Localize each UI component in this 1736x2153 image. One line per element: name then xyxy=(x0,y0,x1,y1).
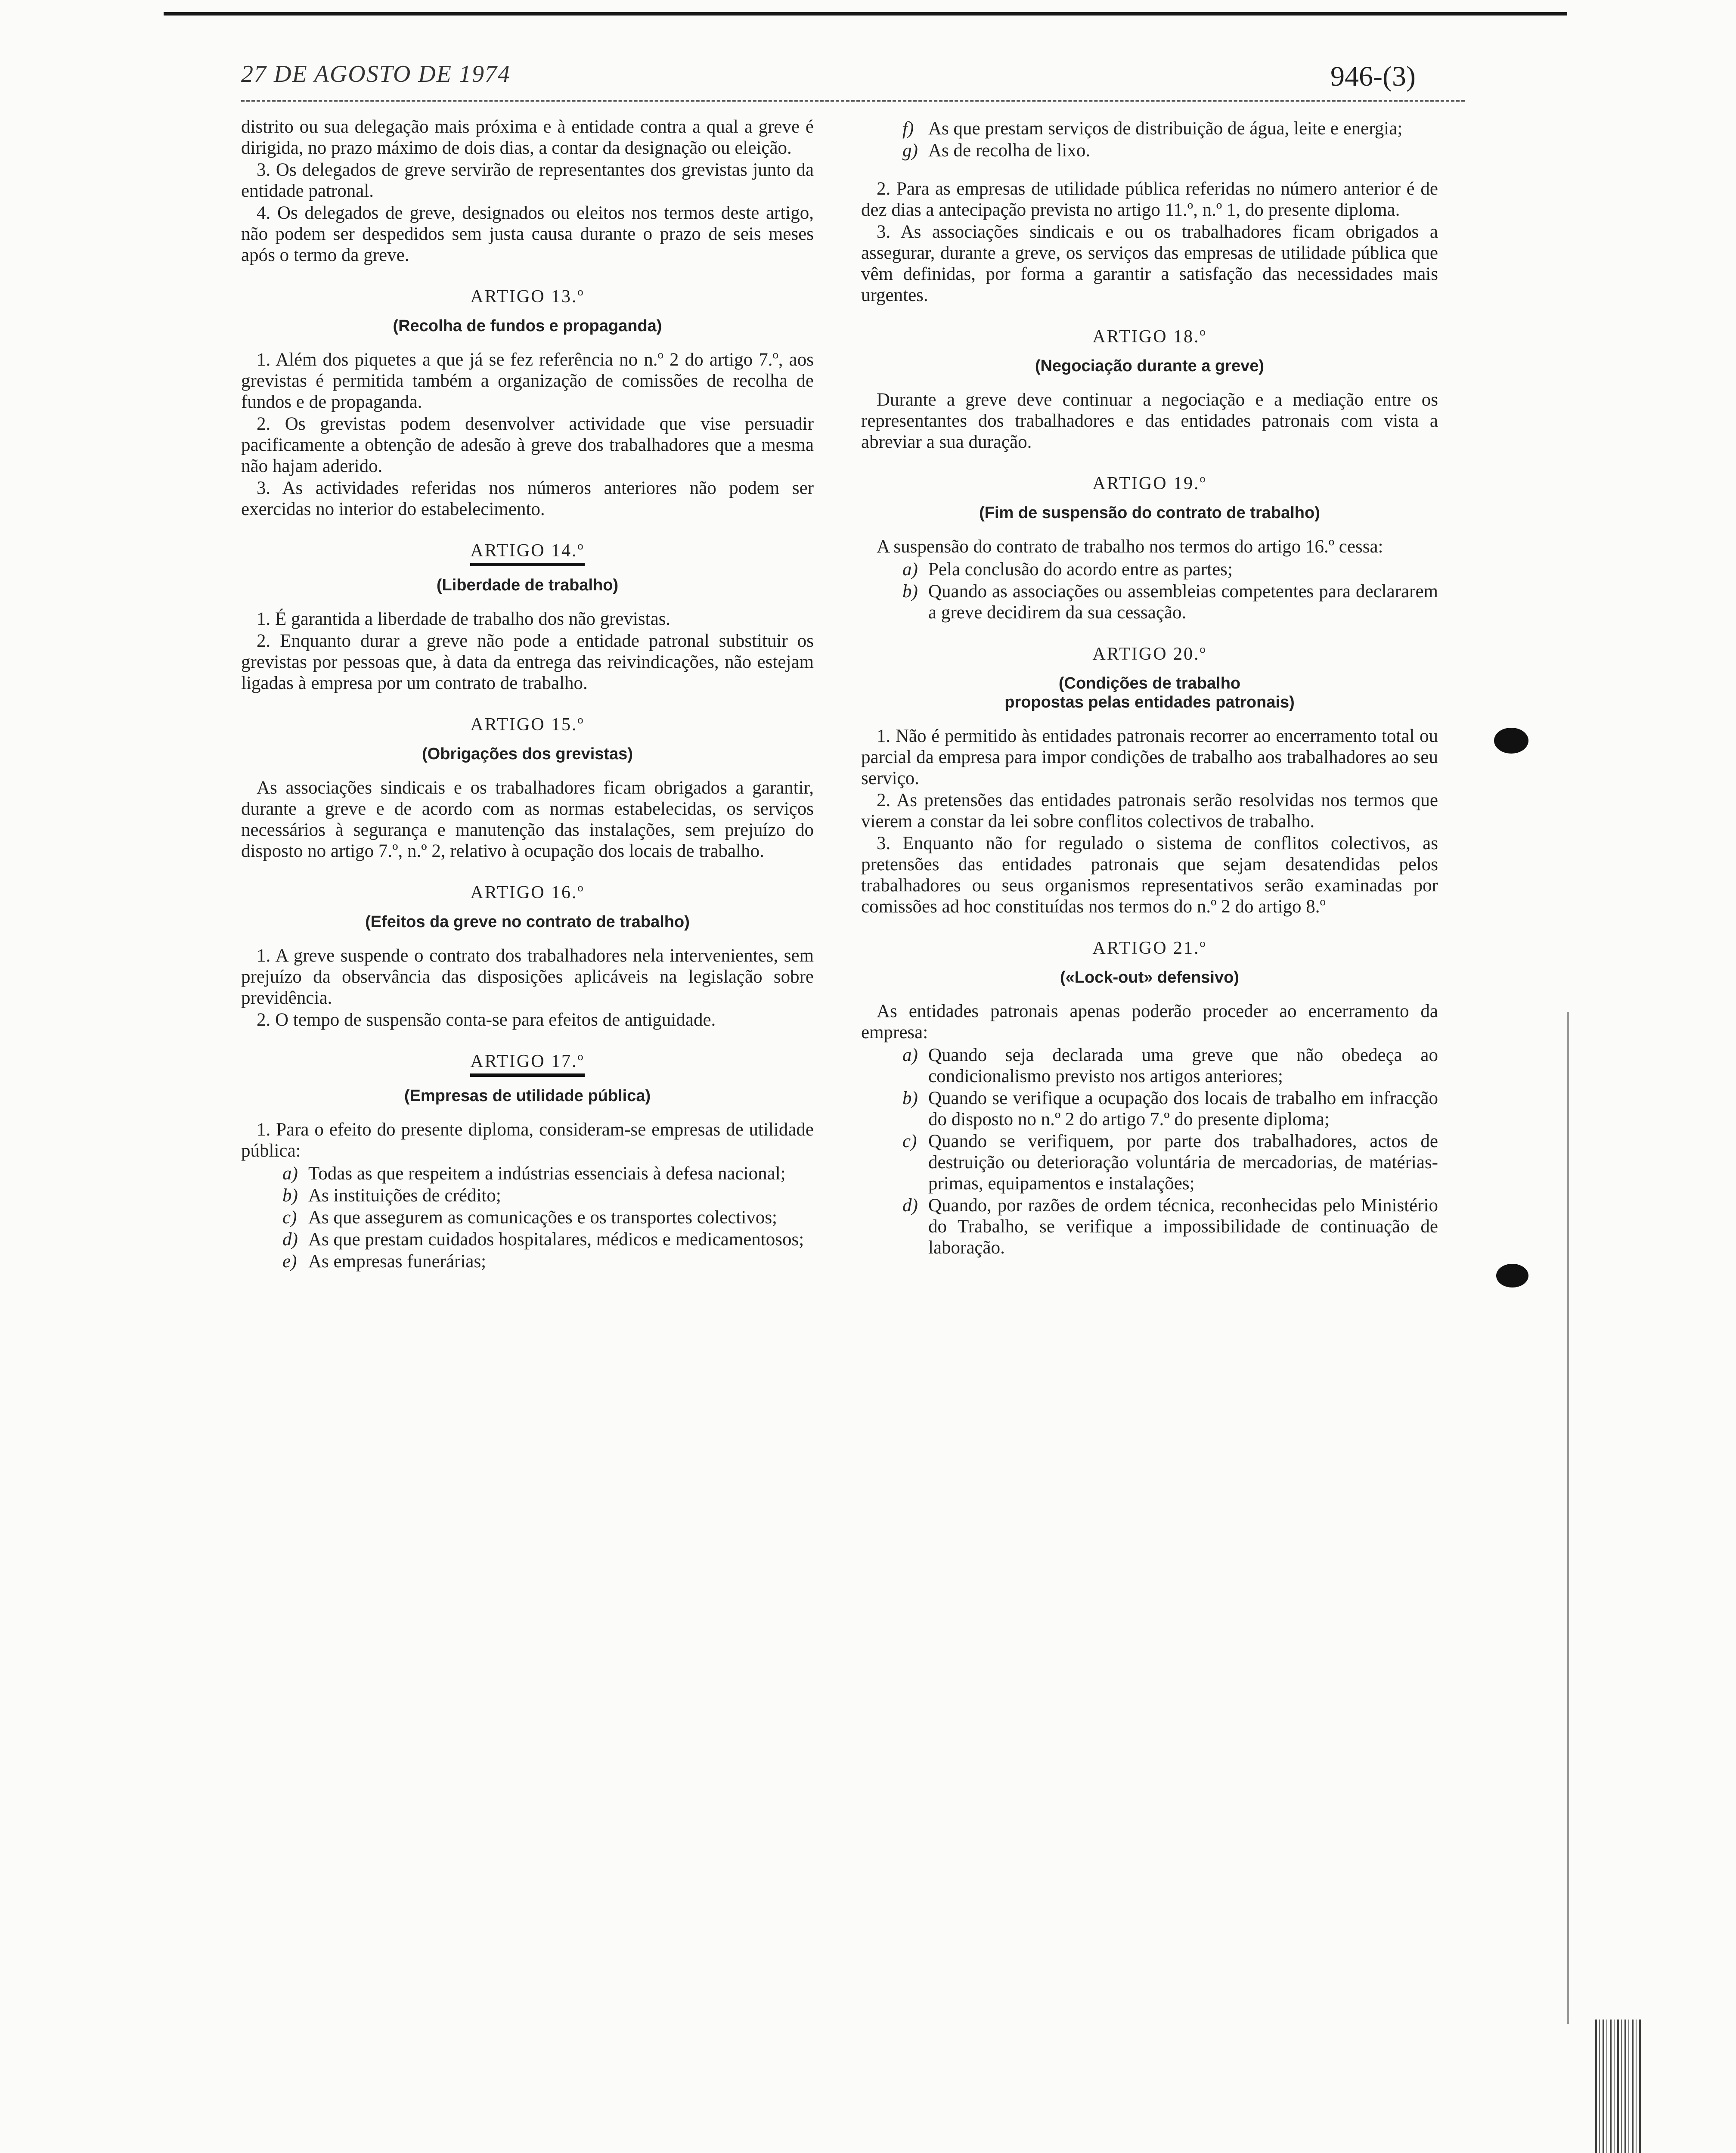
list-item xyxy=(902,1131,1438,1194)
article-number: ARTIGO 13.º xyxy=(470,287,585,307)
article-number: ARTIGO 18.º xyxy=(1092,327,1207,347)
paragraph: 2. O tempo de suspensão conta-se para efeitos de antiguidade. xyxy=(257,1010,716,1030)
item-label: a) xyxy=(902,559,918,580)
article-21 xyxy=(861,938,1438,1258)
list-item xyxy=(902,581,1438,623)
paragraph: 2. Os grevistas podem desenvolver actividade que vise persuadir pacificamente a obtenção de adesão à greve dos trabalhadores que a mesma não hajam aderido. xyxy=(241,414,814,476)
article-16 xyxy=(241,882,814,1030)
article-title xyxy=(861,473,1438,494)
item-list xyxy=(282,1163,814,1272)
article-title xyxy=(241,286,814,307)
left-column xyxy=(241,116,814,1272)
item-label: d) xyxy=(282,1229,298,1250)
page-number: 946-(3) xyxy=(1330,61,1416,92)
article-number: ARTIGO 14.º xyxy=(470,540,584,566)
article-subtitle: (Empresas de utilidade pública) xyxy=(404,1087,651,1105)
article-title xyxy=(861,644,1438,664)
list-item xyxy=(902,118,1438,139)
binder-hole-mark xyxy=(1494,728,1528,754)
item-label: e) xyxy=(282,1251,297,1272)
article-17 xyxy=(241,1051,814,1272)
paragraph: 1. Além dos piquetes a que já se fez referência no n.º 2 do artigo 7.º, aos grevistas é permitida também a organização de comissões de recolha de fundos e de propaganda. xyxy=(241,350,814,412)
article-19 xyxy=(861,473,1438,623)
paragraph: 1. A greve suspende o contrato dos trabalhadores nela intervenientes, sem prejuízo da observância das disposições aplicáveis na legislação sobre previdência. xyxy=(241,946,814,1008)
article-subtitle: (Fim de suspensão do contrato de trabalho) xyxy=(979,504,1320,522)
paragraph: distrito ou sua delegação mais próxima e à entidade contra a qual a greve é dirigida, no prazo máximo de dois dias, a contar da designação ou eleição. xyxy=(241,117,814,158)
item-text: Quando se verifique a ocupação dos locais de trabalho em infracção do disposto no n.º 2 do artigo 7.º do presente diploma; xyxy=(928,1088,1438,1129)
item-text: Todas as que respeitem a indústrias essenciais à defesa nacional; xyxy=(308,1163,786,1184)
article-17-continued xyxy=(861,118,1438,306)
article-number: ARTIGO 20.º xyxy=(1092,644,1207,664)
item-list xyxy=(902,559,1438,623)
item-text: Pela conclusão do acordo entre as partes; xyxy=(928,559,1233,580)
item-label: c) xyxy=(282,1207,297,1228)
article-18 xyxy=(861,326,1438,453)
item-label: c) xyxy=(902,1131,917,1151)
page-date: 27 DE AGOSTO DE 1974 xyxy=(241,61,511,87)
paragraph: 1. É garantida a liberdade de trabalho dos não grevistas. xyxy=(257,609,671,629)
list-item xyxy=(282,1163,814,1184)
paragraph: 2. As pretensões das entidades patronais serão resolvidas nos termos que vierem a constar da lei sobre conflitos colectivos de trabalho. xyxy=(861,790,1438,831)
paragraph: 4. Os delegados de greve, designados ou eleitos nos termos deste artigo, não podem ser despedidos sem justa causa durante o prazo de seis meses após o termo da greve. xyxy=(241,203,814,265)
item-text: As empresas funerárias; xyxy=(308,1251,487,1272)
article-subtitle: («Lock-out» defensivo) xyxy=(1060,968,1239,987)
item-label: a) xyxy=(902,1045,918,1065)
paragraph: A suspensão do contrato de trabalho nos termos do artigo 16.º cessa: xyxy=(877,537,1383,557)
item-list xyxy=(902,1045,1438,1258)
paragraph: 3. As actividades referidas nos números anteriores não podem ser exercidas no interior do estabelecimento. xyxy=(241,478,814,519)
item-label: b) xyxy=(282,1185,298,1206)
article-title xyxy=(241,540,814,566)
article-subtitle: (Negociação durante a greve) xyxy=(1035,357,1265,375)
list-item xyxy=(902,140,1438,161)
list-item xyxy=(902,1088,1438,1130)
item-label: b) xyxy=(902,1088,918,1108)
paragraph: 1. Para o efeito do presente diploma, consideram-se empresas de utilidade pública: xyxy=(241,1120,814,1161)
article-title xyxy=(241,882,814,903)
list-item xyxy=(902,1045,1438,1087)
item-label: g) xyxy=(902,140,918,161)
right-column xyxy=(861,116,1438,1258)
paragraph: Durante a greve deve continuar a negociação e a mediação entre os representantes dos trabalhadores e das entidades patronais com vista a abreviar a sua duração. xyxy=(861,390,1438,452)
item-label: f) xyxy=(902,118,914,139)
scan-edge-line xyxy=(1567,1012,1569,2024)
paragraph: 3. Os delegados de greve servirão de representantes dos grevistas junto da entidade patronal. xyxy=(241,160,814,201)
article-20 xyxy=(861,644,1438,917)
article-13 xyxy=(241,286,814,520)
list-item xyxy=(902,559,1438,580)
list-item xyxy=(902,1195,1438,1258)
item-label: b) xyxy=(902,581,918,602)
article-title xyxy=(241,1051,814,1077)
article-title xyxy=(241,714,814,735)
article-number: ARTIGO 15.º xyxy=(470,715,585,735)
article-subtitle: (Obrigações dos grevistas) xyxy=(422,745,633,763)
article-title xyxy=(861,326,1438,347)
article-number: ARTIGO 19.º xyxy=(1092,474,1207,493)
list-item xyxy=(282,1251,814,1272)
item-text: Quando as associações ou assembleias competentes para declararem a greve decidirem da sua cessação. xyxy=(928,581,1438,623)
paragraph: As associações sindicais e os trabalhadores ficam obrigados a garantir, durante a greve e de acordo com as normas estabelecidas, os serviços necessários à segurança e manutenção das instalações, sem prejuízo do disposto no artigo 7.º, n.º 2, relativo à ocupação dos locais de trabalho. xyxy=(241,778,814,861)
article-15 xyxy=(241,714,814,862)
article-title xyxy=(861,938,1438,959)
header-rule xyxy=(241,100,1465,103)
item-text: Quando se verifiquem, por parte dos trabalhadores, actos de destruição ou deterioração voluntária de mercadorias, de matérias-primas, equipamentos e instalações; xyxy=(928,1131,1438,1194)
list-item xyxy=(282,1185,814,1206)
article-number: ARTIGO 16.º xyxy=(470,883,585,903)
item-text: Quando, por razões de ordem técnica, reconhecidas pelo Ministério do Trabalho, se verifique a impossibilidade de continuação de laboração. xyxy=(928,1195,1438,1258)
article-subtitle: (Efeitos da greve no contrato de trabalho) xyxy=(365,913,690,931)
item-list xyxy=(902,118,1438,161)
subtitle-line: propostas pelas entidades patronais) xyxy=(1004,693,1295,711)
paragraph: 3. Enquanto não for regulado o sistema de conflitos colectivos, as pretensões das entidades patronais que sejam desatendidas pelos trabalhadores ou seus organismos representativos serão examinadas por comissões ad hoc constituídas nos termos do n.º 2 do artigo 8.º xyxy=(861,833,1438,917)
item-text: As instituições de crédito; xyxy=(308,1185,501,1206)
list-item xyxy=(282,1229,814,1250)
item-text: As que assegurem as comunicações e os transportes colectivos; xyxy=(308,1207,778,1228)
item-label: a) xyxy=(282,1163,298,1184)
article-14 xyxy=(241,540,814,694)
paragraph: As entidades patronais apenas poderão proceder ao encerramento da empresa: xyxy=(861,1001,1438,1042)
subtitle-line: (Condições de trabalho xyxy=(1058,674,1241,692)
paragraph: 1. Não é permitido às entidades patronais recorrer ao encerramento total ou parcial da empresa para impor condições de trabalho aos trabalhadores ao seu serviço. xyxy=(861,726,1438,788)
list-item xyxy=(282,1207,814,1228)
intro-section xyxy=(241,116,814,266)
binder-hole-mark xyxy=(1496,1264,1528,1287)
item-text: As que prestam serviços de distribuição de água, leite e energia; xyxy=(928,118,1403,139)
article-number: ARTIGO 17.º xyxy=(470,1051,584,1077)
paragraph: 3. As associações sindicais e ou os trabalhadores ficam obrigados a assegurar, durante a greve, os serviços das empresas de utilidade pública que vêm definidas, por forma a garantir a satisfação das necessidades mais urgentes. xyxy=(861,222,1438,305)
article-subtitle xyxy=(861,674,1438,712)
article-subtitle: (Recolha de fundos e propaganda) xyxy=(393,317,662,335)
article-subtitle: (Liberdade de trabalho) xyxy=(436,576,619,594)
scan-edge-artifact xyxy=(1595,2020,1643,2153)
item-text: Quando seja declarada uma greve que não obedeça ao condicionalismo previsto nos artigos anteriores; xyxy=(928,1045,1438,1086)
article-number: ARTIGO 21.º xyxy=(1092,938,1207,958)
item-text: As que prestam cuidados hospitalares, médicos e medicamentosos; xyxy=(308,1229,804,1250)
item-label: d) xyxy=(902,1195,918,1216)
paragraph: 2. Enquanto durar a greve não pode a entidade patronal substituir os grevistas por pessoas que, à data da entrega das reivindicações, não estejam ligadas à empresa por um contrato de trabalho. xyxy=(241,631,814,693)
item-text: As de recolha de lixo. xyxy=(928,140,1091,161)
paragraph: 2. Para as empresas de utilidade pública referidas no número anterior é de dez dias a antecipação prevista no artigo 11.º, n.º 1, do presente diploma. xyxy=(861,179,1438,220)
top-edge-rule xyxy=(164,12,1567,16)
